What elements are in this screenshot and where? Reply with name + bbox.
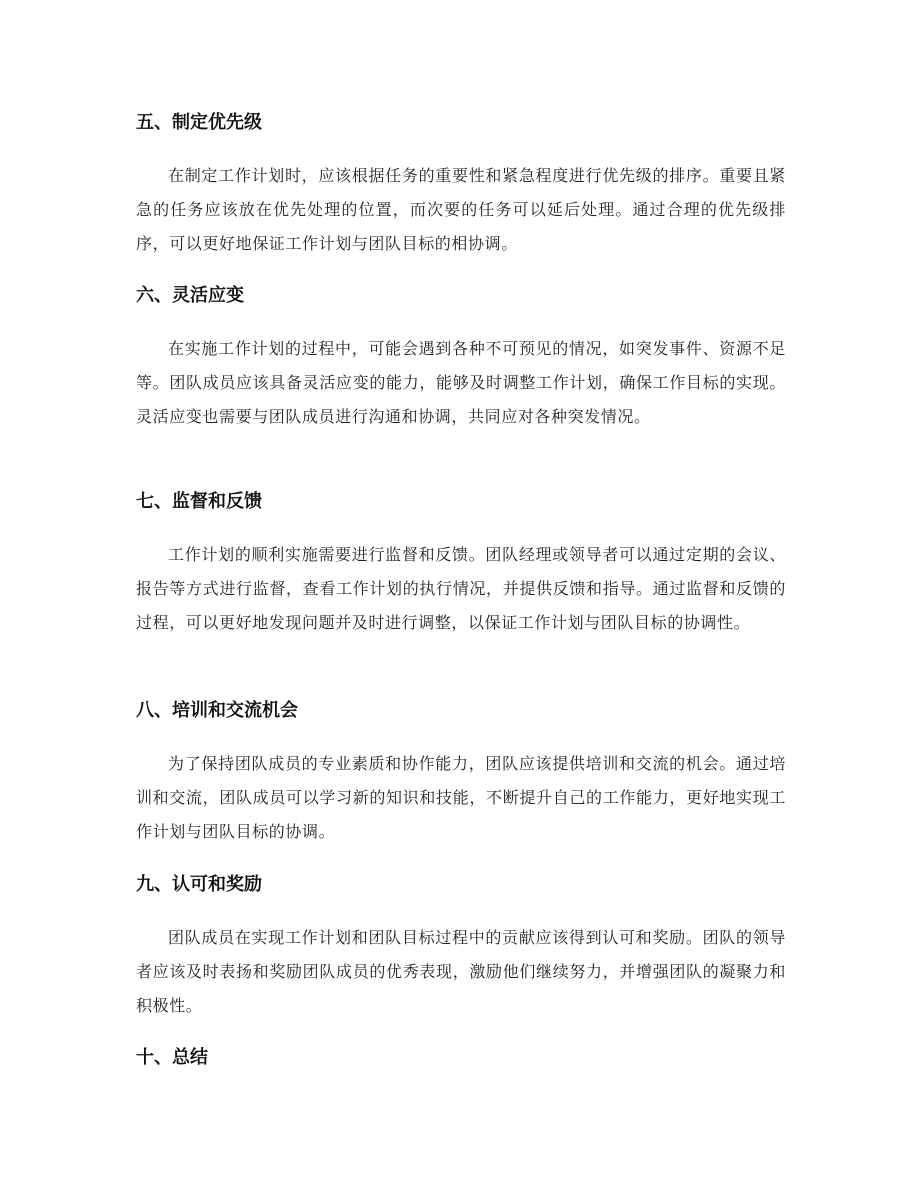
section-heading: 八、培训和交流机会 xyxy=(136,700,298,721)
section-heading: 五、制定优先级 xyxy=(136,112,262,133)
section-paragraph: 团队成员在实现工作计划和团队目标过程中的贡献应该得到认可和奖励。团队的领导者应该及时表扬和奖励团队成员的优秀表现，激励他们继续努力，并增强团队的凝聚力和积极性。 xyxy=(136,928,786,1015)
section-training-communication xyxy=(136,699,786,849)
section-recognition-rewards xyxy=(136,873,786,1023)
section-paragraph: 在实施工作计划的过程中，可能会遇到各种不可预见的情况，如突发事件、资源不足等。团队成员应该具备灵活应变的能力，能够及时调整工作计划，确保工作目标的实现。灵活应变也需要与团队成员进行沟通和协调，共同应对各种突发情况。 xyxy=(136,339,786,426)
section-flexibility xyxy=(136,284,786,434)
section-paragraph: 在制定工作计划时，应该根据任务的重要性和紧急程度进行优先级的排序。重要且紧急的任务应该放在优先处理的位置，而次要的任务可以延后处理。通过合理的优先级排序，可以更好地保证工作计划与团队目标的相协调。 xyxy=(136,166,786,253)
section-heading: 六、灵活应变 xyxy=(136,285,244,306)
section-paragraph: 工作计划的顺利实施需要进行监督和反馈。团队经理或领导者可以通过定期的会议、报告等方式进行监督，查看工作计划的执行情况，并提供反馈和指导。通过监督和反馈的过程，可以更好地发现问题并及时进行调整，以保证工作计划与团队目标的协调性。 xyxy=(136,545,786,632)
section-prioritization xyxy=(136,111,786,261)
section-heading: 十、总结 xyxy=(136,1047,208,1068)
section-paragraph: 为了保持团队成员的专业素质和协作能力，团队应该提供培训和交流的机会。通过培训和交流，团队成员可以学习新的知识和技能，不断提升自己的工作能力，更好地实现工作计划与团队目标的协调。 xyxy=(136,754,786,841)
section-heading: 九、认可和奖励 xyxy=(136,874,262,895)
section-supervision-feedback xyxy=(136,490,786,640)
section-summary xyxy=(136,1046,208,1070)
section-heading: 七、监督和反馈 xyxy=(136,491,262,512)
